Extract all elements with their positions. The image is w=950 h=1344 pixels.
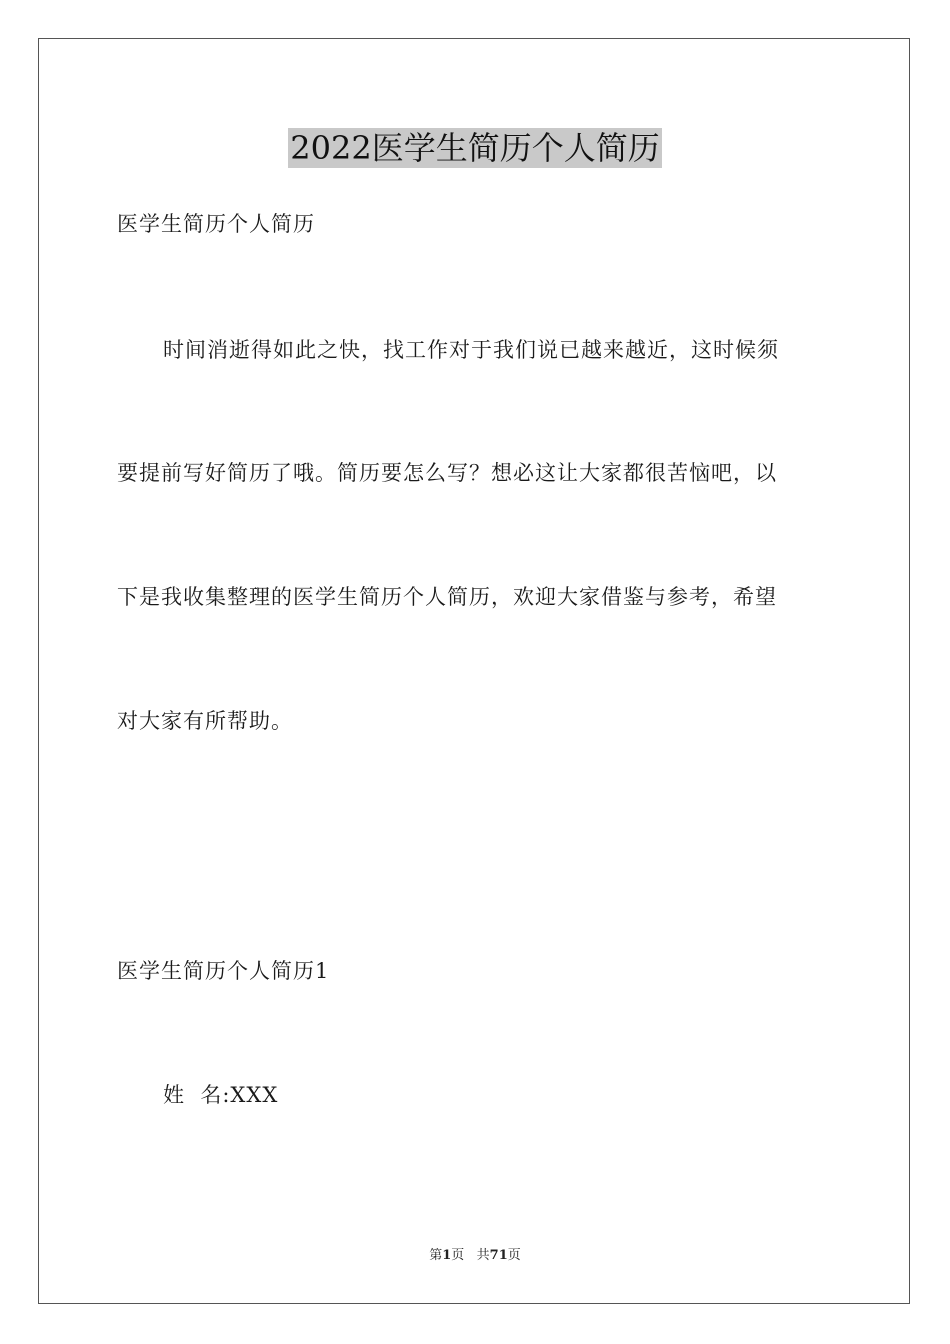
section-heading: 医学生简历个人简历1 [117,959,330,983]
title-container [0,128,950,168]
footer-suffix: 页 [507,1248,521,1263]
document-subtitle: 医学生简历个人简历 [117,212,315,236]
footer-mid: 页 共 [451,1248,490,1263]
intro-line-1: 时间消逝得如此之快，找工作对于我们说已越来越近，这时候须 [163,338,779,362]
footer-page-total: 71 [489,1248,508,1263]
document-title: 2022医学生简历个人简历 [290,129,660,167]
name-field: 姓 名:XXX [163,1083,279,1107]
page-footer [0,1247,950,1265]
footer-page-number: 1 [442,1248,452,1263]
intro-line-2: 要提前写好简历了哦。简历要怎么写？想必这让大家都很苦恼吧，以 [117,461,777,485]
footer-prefix: 第 [429,1248,443,1263]
intro-line-4: 对大家有所帮助。 [117,709,293,733]
intro-line-3: 下是我收集整理的医学生简历个人简历，欢迎大家借鉴与参考，希望 [117,585,777,609]
